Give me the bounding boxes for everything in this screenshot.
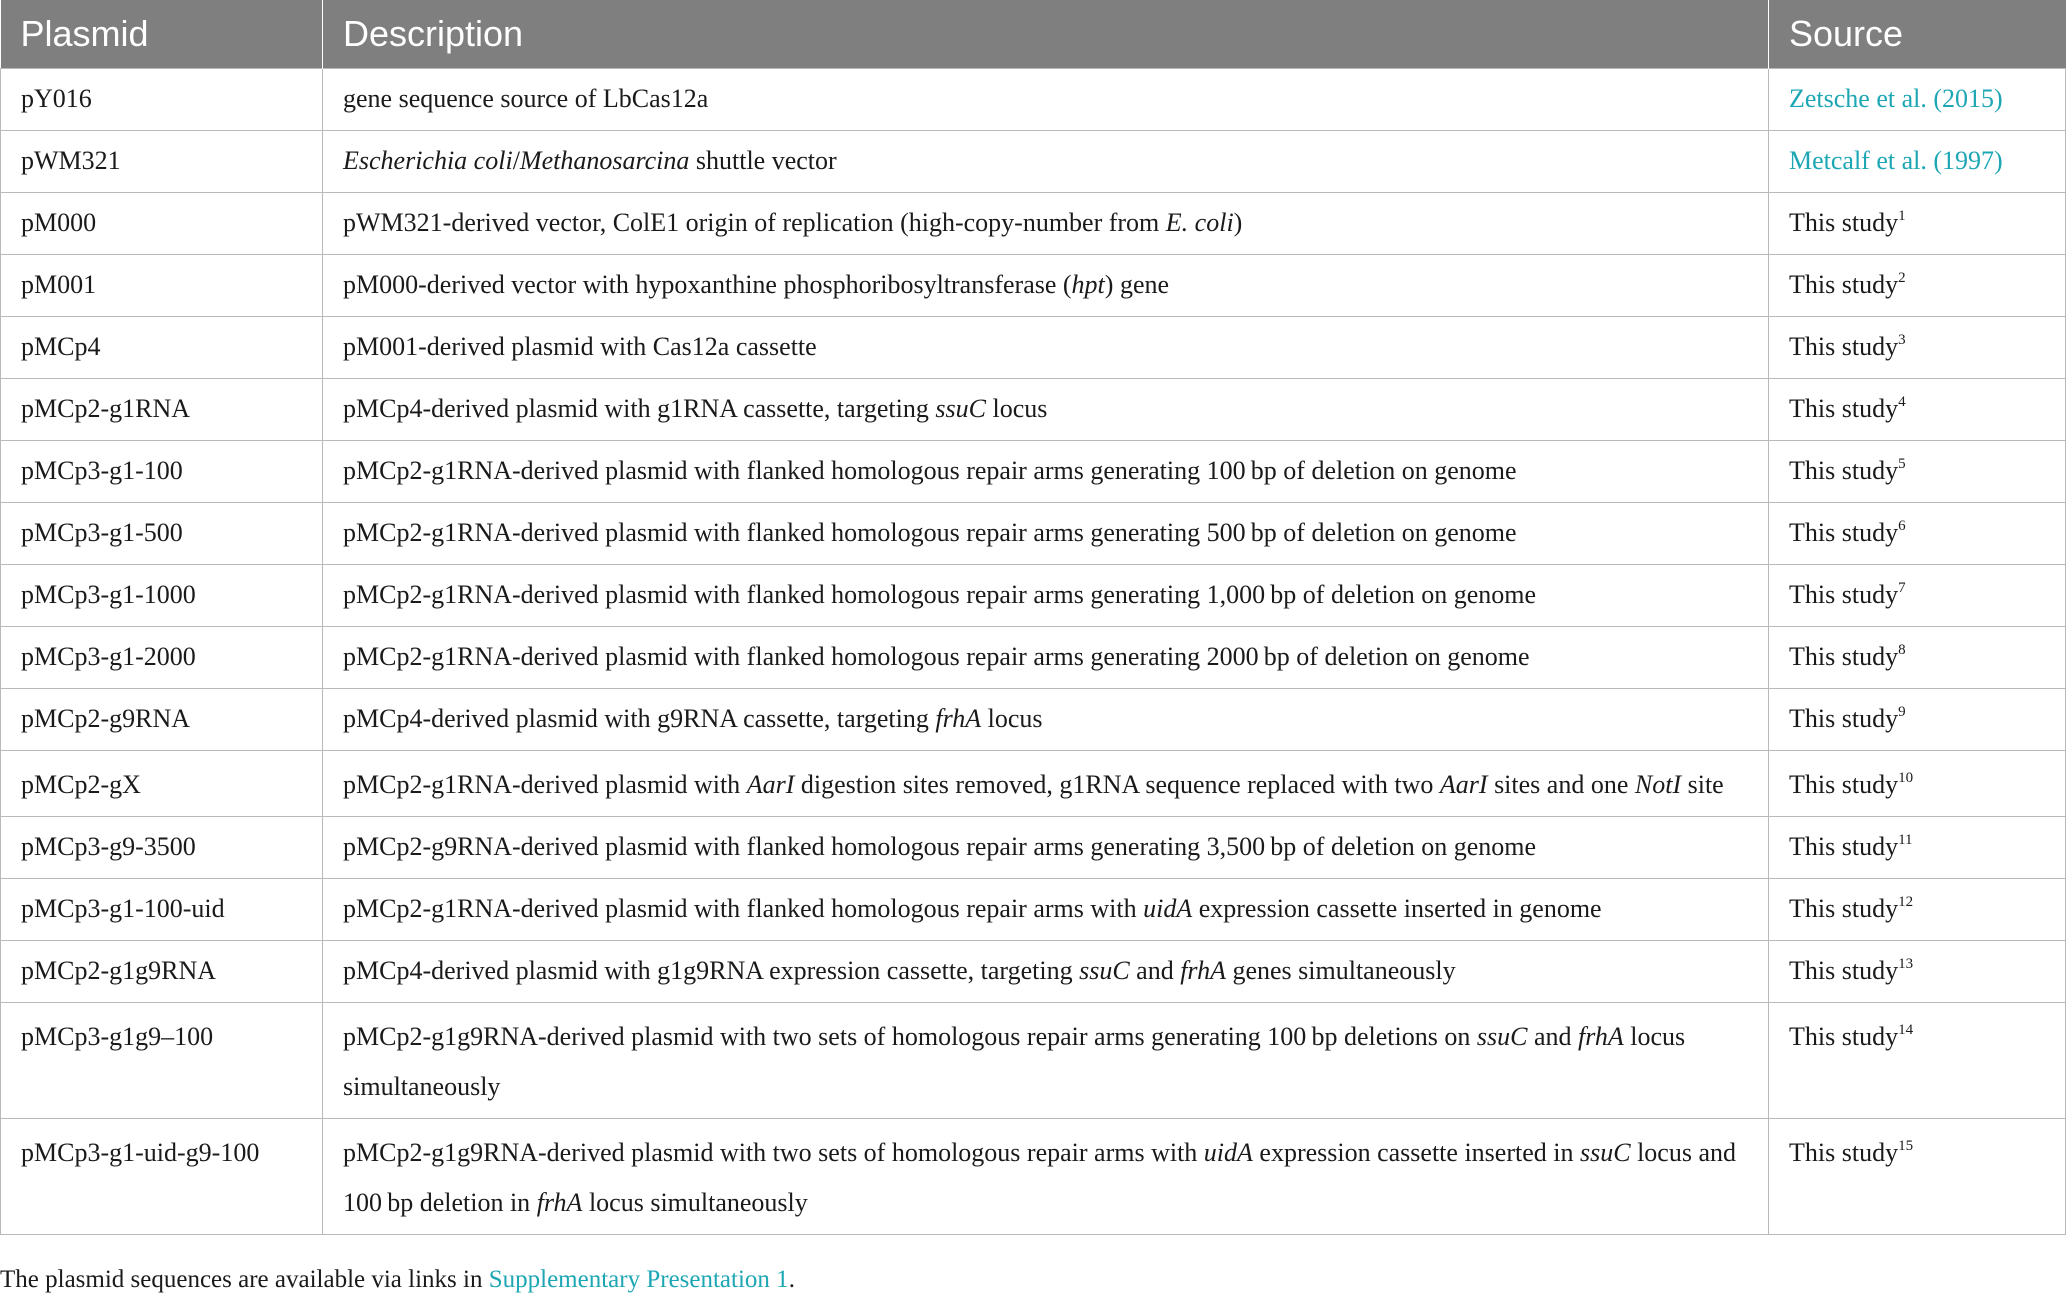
description-italic: uidA [1143, 894, 1193, 923]
source-footnote-number: 2 [1898, 270, 1906, 286]
cell-source [1769, 627, 2066, 689]
table-footnote [0, 1266, 795, 1294]
supplementary-link[interactable]: Supplementary Presentation 1 [488, 1266, 789, 1293]
description-text: locus simultaneously [582, 1188, 808, 1217]
cell-description [323, 441, 1769, 503]
source-footnote-number: 15 [1898, 1138, 1914, 1154]
cell-source [1769, 441, 2066, 503]
source-text: This study [1789, 394, 1899, 423]
cell-description [323, 879, 1769, 941]
description-italic: NotI [1634, 770, 1682, 799]
cell-plasmid: pMCp2-gX [1, 751, 323, 817]
table-row [1, 751, 2066, 817]
description-italic: ssuC [935, 394, 986, 423]
description-text: pMCp4-derived plasmid with g1RNA cassette, targeting [343, 394, 936, 423]
cell-description [323, 503, 1769, 565]
cell-source [1769, 1119, 2066, 1235]
table-row [1, 379, 2066, 441]
source-text: This study [1789, 456, 1899, 485]
description-italic: E. coli [1165, 208, 1234, 237]
cell-description [323, 817, 1769, 879]
table-row [1, 817, 2066, 879]
description-text: expression cassette inserted in genome [1192, 894, 1602, 923]
table-row [1, 441, 2066, 503]
footnote-text: The plasmid sequences are available via links in [0, 1266, 489, 1293]
table-row [1, 941, 2066, 1003]
description-text: locus and 100 bp deletion in [343, 1138, 1736, 1217]
description-text: pMCp2-g1RNA-derived plasmid with flanked homologous repair arms generating 500 bp of deletion on genome [343, 518, 1517, 547]
source-text: This study [1789, 770, 1899, 799]
cell-plasmid: pWM321 [1, 131, 323, 193]
description-text: and [1129, 956, 1181, 985]
description-italic: AarI [746, 770, 795, 799]
table-row [1, 565, 2066, 627]
description-text: pWM321-derived vector, ColE1 origin of replication (high-copy-number from [343, 208, 1166, 237]
source-citation-link[interactable]: Zetsche et al. (2015) [1789, 84, 2003, 113]
cell-plasmid: pMCp4 [1, 317, 323, 379]
source-footnote-number: 12 [1898, 894, 1914, 910]
description-text: pMCp4-derived plasmid with g1g9RNA expression cassette, targeting [343, 956, 1080, 985]
cell-description [323, 317, 1769, 379]
cell-source [1769, 689, 2066, 751]
table-row [1, 255, 2066, 317]
table-row [1, 69, 2066, 131]
cell-source [1769, 317, 2066, 379]
cell-source[interactable] [1769, 131, 2066, 193]
table-row [1, 317, 2066, 379]
description-text: expression cassette inserted in [1252, 1138, 1580, 1167]
cell-source [1769, 751, 2066, 817]
description-italic: Escherichia coli [343, 146, 513, 175]
description-text: site [1681, 770, 1724, 799]
table-body [1, 69, 2066, 1235]
source-citation-link[interactable]: Metcalf et al. (1997) [1789, 146, 2003, 175]
description-italic: hpt [1071, 270, 1105, 299]
source-footnote-number: 11 [1898, 832, 1913, 848]
description-italic: ssuC [1579, 1138, 1631, 1167]
table-row [1, 879, 2066, 941]
source-text: This study [1789, 1138, 1899, 1167]
description-text: pMCp2-g1RNA-derived plasmid with flanked homologous repair arms generating 1,000 bp of deletion on genome [343, 580, 1537, 609]
source-footnote-number: 6 [1898, 518, 1906, 534]
cell-plasmid: pMCp3-g1-1000 [1, 565, 323, 627]
description-text: pMCp2-g1g9RNA-derived plasmid with two sets of homologous repair arms generating 100 bp deletions on [343, 1022, 1477, 1051]
source-text: This study [1789, 208, 1899, 237]
description-text: pMCp2-g1RNA-derived plasmid with flanked homologous repair arms generating 2000 bp of deletion on genome [343, 642, 1530, 671]
description-text: genes simultaneously [1225, 956, 1456, 985]
description-italic: frhA [1180, 956, 1226, 985]
cell-plasmid: pMCp3-g1-100 [1, 441, 323, 503]
source-footnote-number: 3 [1898, 332, 1906, 348]
cell-plasmid: pMCp2-g1g9RNA [1, 941, 323, 1003]
header-description: Description [323, 0, 1769, 69]
table-row [1, 1119, 2066, 1235]
table-header-row [1, 0, 2066, 69]
cell-source [1769, 817, 2066, 879]
description-italic: uidA [1203, 1138, 1253, 1167]
source-footnote-number: 1 [1898, 208, 1906, 224]
table-row [1, 1003, 2066, 1119]
cell-description [323, 751, 1769, 817]
cell-plasmid: pY016 [1, 69, 323, 131]
source-text: This study [1789, 642, 1899, 671]
cell-source [1769, 879, 2066, 941]
source-text: This study [1789, 894, 1899, 923]
cell-source [1769, 379, 2066, 441]
footnote-end: . [788, 1266, 795, 1293]
description-text: sites and one [1487, 770, 1635, 799]
source-footnote-number: 14 [1898, 1022, 1914, 1038]
description-text: digestion sites removed, g1RNA sequence replaced with two [794, 770, 1440, 799]
cell-description [323, 565, 1769, 627]
cell-plasmid: pM001 [1, 255, 323, 317]
cell-description [323, 255, 1769, 317]
description-text: / [512, 146, 520, 175]
table-row [1, 131, 2066, 193]
cell-plasmid: pMCp3-g1-2000 [1, 627, 323, 689]
source-text: This study [1789, 1022, 1899, 1051]
cell-source [1769, 565, 2066, 627]
description-text: pMCp2-g1g9RNA-derived plasmid with two sets of homologous repair arms with [343, 1138, 1204, 1167]
cell-plasmid: pMCp2-g1RNA [1, 379, 323, 441]
cell-description [323, 69, 1769, 131]
cell-description [323, 131, 1769, 193]
cell-plasmid: pM000 [1, 193, 323, 255]
cell-source[interactable] [1769, 69, 2066, 131]
description-italic: frhA [1578, 1022, 1624, 1051]
table-row [1, 689, 2066, 751]
description-text: pMCp2-g1RNA-derived plasmid with flanked homologous repair arms generating 100 bp of deletion on genome [343, 456, 1517, 485]
cell-plasmid: pMCp2-g9RNA [1, 689, 323, 751]
description-text: pMCp2-g1RNA-derived plasmid with [343, 770, 747, 799]
source-text: This study [1789, 704, 1899, 733]
cell-source [1769, 1003, 2066, 1119]
source-text: This study [1789, 332, 1899, 361]
source-footnote-number: 9 [1898, 704, 1906, 720]
cell-source [1769, 255, 2066, 317]
cell-plasmid: pMCp3-g1g9–100 [1, 1003, 323, 1119]
header-source: Source [1769, 0, 2066, 69]
description-italic: ssuC [1079, 956, 1130, 985]
source-footnote-number: 4 [1898, 394, 1906, 410]
cell-description [323, 689, 1769, 751]
cell-source [1769, 941, 2066, 1003]
source-footnote-number: 8 [1898, 642, 1906, 658]
description-italic: ssuC [1476, 1022, 1528, 1051]
description-text: pMCp4-derived plasmid with g9RNA cassette, targeting [343, 704, 936, 733]
description-text: locus simultaneously [343, 1022, 1686, 1101]
cell-source [1769, 193, 2066, 255]
description-italic: frhA [935, 704, 982, 733]
description-text: pMCp2-g9RNA-derived plasmid with flanked homologous repair arms generating 3,500 bp of deletion on genome [343, 832, 1537, 861]
cell-description [323, 941, 1769, 1003]
description-text: ) gene [1104, 270, 1170, 299]
description-text: and [1527, 1022, 1578, 1051]
table-row [1, 193, 2066, 255]
source-text: This study [1789, 518, 1899, 547]
cell-description [323, 627, 1769, 689]
source-text: This study [1789, 832, 1899, 861]
description-text: locus [985, 394, 1048, 423]
source-text: This study [1789, 956, 1899, 985]
cell-plasmid: pMCp3-g9-3500 [1, 817, 323, 879]
cell-plasmid: pMCp3-g1-500 [1, 503, 323, 565]
description-italic: frhA [536, 1188, 583, 1217]
description-text: ) [1233, 208, 1243, 237]
description-italic: AarI [1439, 770, 1488, 799]
cell-source [1769, 503, 2066, 565]
source-text: This study [1789, 580, 1899, 609]
source-text: This study [1789, 270, 1899, 299]
cell-plasmid: pMCp3-g1-uid-g9-100 [1, 1119, 323, 1235]
cell-description [323, 193, 1769, 255]
source-footnote-number: 10 [1898, 770, 1914, 786]
source-footnote-number: 7 [1898, 580, 1906, 596]
table-row [1, 503, 2066, 565]
description-text: pM001-derived plasmid with Cas12a cassette [343, 332, 817, 361]
description-text: pMCp2-g1RNA-derived plasmid with flanked homologous repair arms with [343, 894, 1144, 923]
cell-description [323, 379, 1769, 441]
description-text: shuttle vector [689, 146, 837, 175]
source-footnote-number: 5 [1898, 456, 1906, 472]
table-row [1, 627, 2066, 689]
cell-description [323, 1119, 1769, 1235]
description-italic: Methanosarcina [519, 146, 690, 175]
description-text: locus [981, 704, 1043, 733]
description-text: pM000-derived vector with hypoxanthine phosphoribosyltransferase ( [343, 270, 1072, 299]
source-footnote-number: 13 [1898, 956, 1914, 972]
cell-description [323, 1003, 1769, 1119]
header-plasmid: Plasmid [1, 0, 323, 69]
description-text: gene sequence source of LbCas12a [343, 84, 709, 113]
cell-plasmid: pMCp3-g1-100-uid [1, 879, 323, 941]
